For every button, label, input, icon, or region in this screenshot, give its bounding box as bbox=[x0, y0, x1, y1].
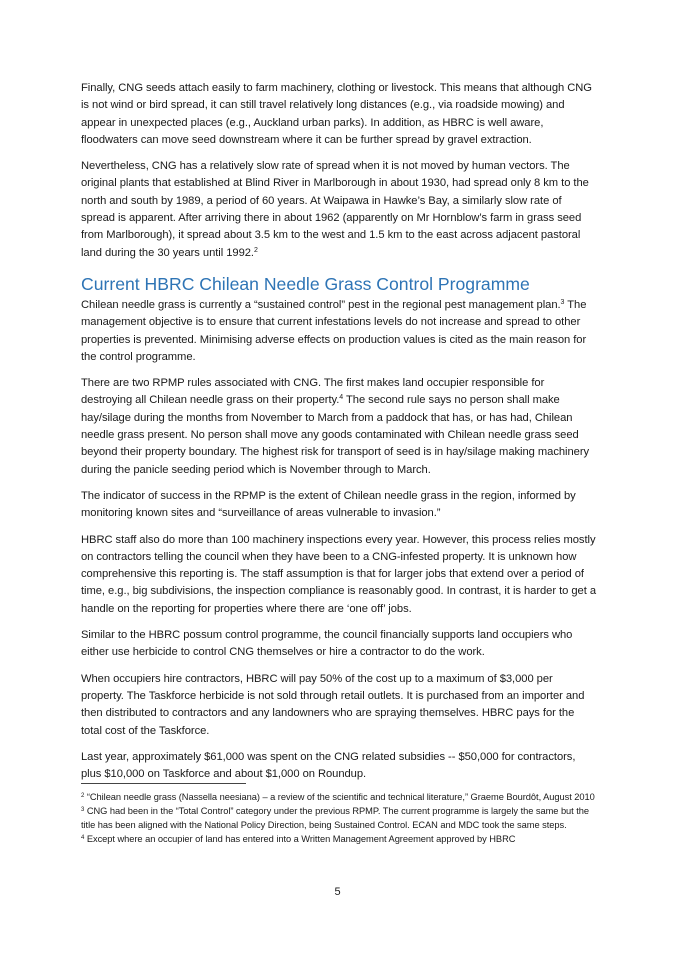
paragraph-rpmp-rules: There are two RPMP rules associated with CNG. The first makes land occupier responsible for destroying all Chilean needle grass on their property.$^4$ The second rule says no person shall make hay/silage during the months from November to March from a paddock that has, or has had, Chilean needle grass present. No person shall move any goods contaminated with Chilean needle grass seed beyond their property boundary. The highest risk for transport of seed is in hay/silage making machinery during the panicle seeding period which is November through to March. bbox=[81, 377, 590, 476]
footnote-4: $^4$ Except where an occupier of land has entered into a Written Management Agreement approved by HBRC bbox=[81, 834, 516, 844]
footnote-separator bbox=[81, 783, 246, 784]
paragraph-spending: Last year, approximately $61,000 was spent on the CNG related subsidies -- $50,000 for contractors, plus $10,000 on Taskforce and about $1,000 on Roundup. bbox=[81, 750, 576, 781]
page-number: 5 bbox=[334, 886, 341, 898]
footnote-ref-4[interactable]: 4 bbox=[339, 394, 344, 402]
footnote-3: $^3$ CNG had been in the “Total Control” category under the previous RPMP. The current programme is largely the same but the title has been aligned with the National Policy Direction, being Sustained Control. ECAN and MDC took the same steps. bbox=[81, 806, 590, 830]
section-heading: Current HBRC Chilean Needle Grass Control Programme bbox=[81, 273, 530, 294]
paragraph-contractors: When occupiers hire contractors, HBRC will pay 50% of the cost up to a maximum of $3,000 per property. The Taskforce herbicide is not sold through retail outlets. It is purchased from an importer and then distributed to contractors and any landowners who are spraying themselves. HBRC pays for the total cost of the Taskforce. bbox=[81, 672, 585, 737]
footnote-ref-3[interactable]: 3 bbox=[560, 298, 565, 306]
footnote-2: $^2$ “Chilean needle grass (Nassella neesiana) – a review of the scientific and technical literature,” Graeme Bourdôt, August 2010 bbox=[81, 792, 595, 802]
footnotes bbox=[81, 783, 597, 846]
paragraph-indicator: The indicator of success in the RPMP is the extent of Chilean needle grass in the region, informed by monitoring known sites and “surveillance of areas vulnerable to invasion.” bbox=[81, 489, 576, 520]
paragraph-seed-spread: Finally, CNG seeds attach easily to farm machinery, clothing or livestock. This means that although CNG is not wind or bird spread, it can still travel relatively long distances (e.g., via roadside mowing) and appear in unexpected places (e.g., Auckland urban parks). In addition, as HBRC is well aware, floodwaters can move seed downstream where it can be further spread by gravel extraction. bbox=[81, 82, 592, 146]
footnote-ref-2[interactable]: 2 bbox=[253, 246, 258, 254]
paragraph-financial-support: Similar to the HBRC possum control programme, the council financially supports land occupiers who either use herbicide to control CNG themselves or hire a contractor to do the work. bbox=[81, 629, 573, 659]
paragraph-sustained-control: Chilean needle grass is currently a “sustained control” pest in the regional pest management plan.$^3$ The management objective is to ensure that current infestations levels do not increase and spread to other properties is prevented. Minimising adverse effects on production values is cited as the main reason for the control programme. bbox=[81, 298, 587, 363]
document-body bbox=[81, 80, 597, 792]
paragraph-spread-rate: Nevertheless, CNG has a relatively slow rate of spread when it is not moved by human vectors. The original plants that established at Blind River in Marlborough in about 1930, had spread only 8 km to the north and south by 1989, a period of 60 years. At Waipawa in Hawke’s Bay, a similarly slow rate of spread is apparent. After arriving there in about 1962 (apparently on Mr Hornblow’s farm in grass seed from Marlborough), it spread about 3.5 km to the west and 1.5 km to the east across adjacent pastoral land during the 30 years until 1992.$^2$ bbox=[81, 160, 589, 259]
paragraph-inspections: HBRC staff also do more than 100 machinery inspections every year. However, this process relies mostly on contractors telling the council when they have been to a CNG-infested property. It is unknown how comprehensive this reporting is. The staff assumption is that for larger jobs that extend over a period of time, e.g., big subdivisions, the inspection compliance is reasonably good. In contrast, it is harder to get a handle on the reporting for properties where there are ‘one off’ jobs. bbox=[81, 533, 597, 615]
